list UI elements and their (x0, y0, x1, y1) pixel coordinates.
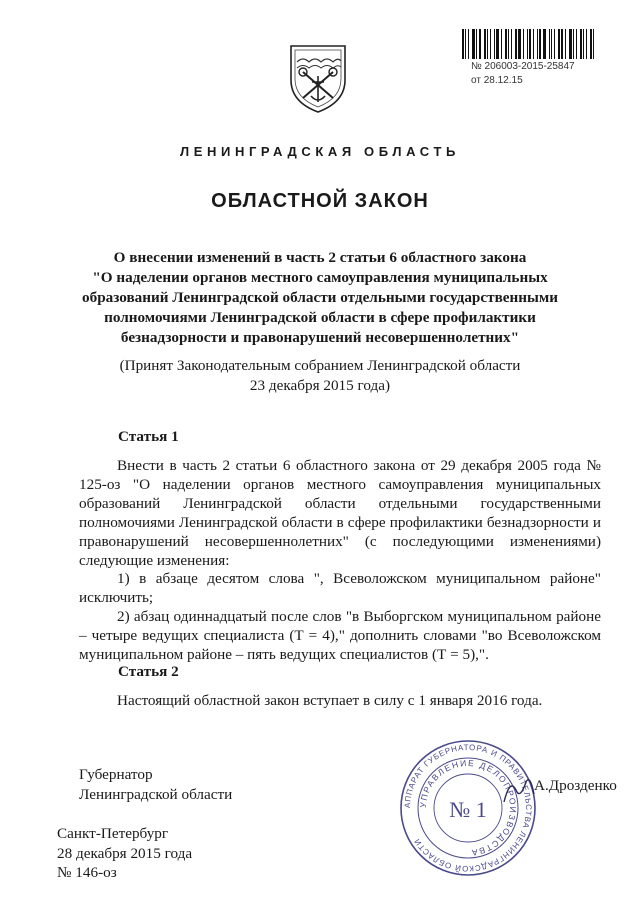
signatory-title-line: Ленинградской области (79, 786, 233, 803)
barcode (462, 29, 600, 59)
adoption-line: (Принят Законодательным собранием Ленинградской области (119, 357, 521, 374)
official-stamp (398, 738, 538, 878)
barcode-bar (586, 29, 587, 59)
law-title (60, 248, 580, 348)
barcode-bar (580, 29, 582, 59)
article-1-paragraph: Внести в часть 2 статьи 6 областного закона от 29 декабря 2005 года № 125-оз "О наделении органов местного самоуправления муниципальных образований Ленинградской области отдельными государственными полномочиями Ленинградской области в сфере профилактики безнадзорности и правонарушений несовершеннолетних" (с последующими изменениями) следующие изменения: (79, 457, 601, 569)
barcode-bar (505, 29, 507, 59)
barcode-bar (565, 29, 566, 59)
article-2-paragraph: Настоящий областной закон вступает в силу с 1 января 2016 года. (117, 692, 543, 709)
date-line: 28 декабря 2015 года (57, 844, 193, 862)
title-line: безнадзорности и правонарушений несовершеннолетних" (120, 329, 520, 346)
law-number-line: № 146-оз (57, 864, 117, 881)
signatory-title (79, 765, 232, 805)
signatory-title-line: Губернатор (79, 766, 153, 783)
barcode-bar (501, 29, 502, 59)
barcode-bar (529, 29, 531, 59)
title-line: "О наделении органов местного самоуправления муниципальных (92, 269, 548, 286)
article-1-heading: Статья 1 (118, 428, 179, 445)
barcode-bar (569, 29, 572, 59)
barcode-bar (515, 29, 517, 59)
barcode-bar (494, 29, 495, 59)
barcode-bar (561, 29, 563, 59)
barcode-bar (593, 29, 594, 59)
barcode-bar (543, 29, 546, 59)
article-2-heading: Статья 2 (118, 663, 179, 680)
signatory-name: А.Дрозденко (534, 777, 617, 794)
barcode-bar (484, 29, 486, 59)
barcode-bar (558, 29, 560, 59)
barcode-bar (590, 29, 592, 59)
article-1-body (79, 457, 601, 665)
registration-number: № 206003-2015-25847 (471, 61, 575, 72)
barcode-bar (576, 29, 577, 59)
barcode-bar (468, 29, 469, 59)
region-name: ЛЕНИНГРАДСКАЯ ОБЛАСТЬ (180, 144, 460, 159)
title-line: полномочиями Ленинградской области в сфере профилактики (104, 309, 536, 326)
barcode-bar (533, 29, 534, 59)
barcode-bar (537, 29, 538, 59)
barcode-bar (511, 29, 512, 59)
barcode-bar (476, 29, 477, 59)
barcode-bar (583, 29, 584, 59)
article-1-paragraph: 2) абзац одиннадцатый после слов "в Выборгском муниципальном районе – четыре ведущих специалиста (Т = 4)," дополнить словами "во Всеволожском муниципальном районе – пять ведущих специалистов (Т = 5),". (79, 608, 601, 664)
barcode-bar (527, 29, 528, 59)
coat-of-arms-emblem (283, 36, 353, 116)
title-line: О внесении изменений в часть 2 статьи 6 областного закона (113, 249, 527, 266)
barcode-bar (496, 29, 499, 59)
document-type: ОБЛАСТНОЙ ЗАКОН (211, 190, 429, 212)
barcode-bar (554, 29, 555, 59)
adoption-line: 23 декабря 2015 года) (249, 377, 391, 394)
barcode-bar (518, 29, 521, 59)
barcode-bar (487, 29, 488, 59)
registration-date: от 28.12.15 (471, 75, 523, 86)
title-line: образований Ленинградской области отдельными государственными (82, 289, 558, 306)
barcode-bar (465, 29, 466, 59)
adoption-note (60, 356, 580, 396)
barcode-bar (462, 29, 464, 59)
barcode-bar (490, 29, 491, 59)
barcode-bar (549, 29, 550, 59)
place-line: Санкт-Петербург (57, 825, 169, 842)
barcode-bar (523, 29, 524, 59)
barcode-bar (472, 29, 475, 59)
barcode-bar (551, 29, 552, 59)
barcode-bar (539, 29, 541, 59)
barcode-bar (479, 29, 481, 59)
barcode-bar (508, 29, 509, 59)
stamp-number: № 1 (449, 797, 487, 822)
article-2-body (79, 692, 601, 711)
stamp-outer-text: АППАРАТ ГУБЕРНАТОРА И ПРАВИТЕЛЬСТВА ЛЕНИНГРАДСКОЙ ОБЛАСТИ (402, 742, 534, 874)
barcode-bar (573, 29, 574, 59)
stamp-inner-text: УПРАВЛЕНИЕ ДЕЛОПРОИЗВОДСТВА (417, 757, 519, 859)
place-date-number (57, 824, 192, 883)
article-1-paragraph: 1) в абзаце десятом слова ", Всеволожском муниципальном районе" исключить; (79, 570, 601, 607)
